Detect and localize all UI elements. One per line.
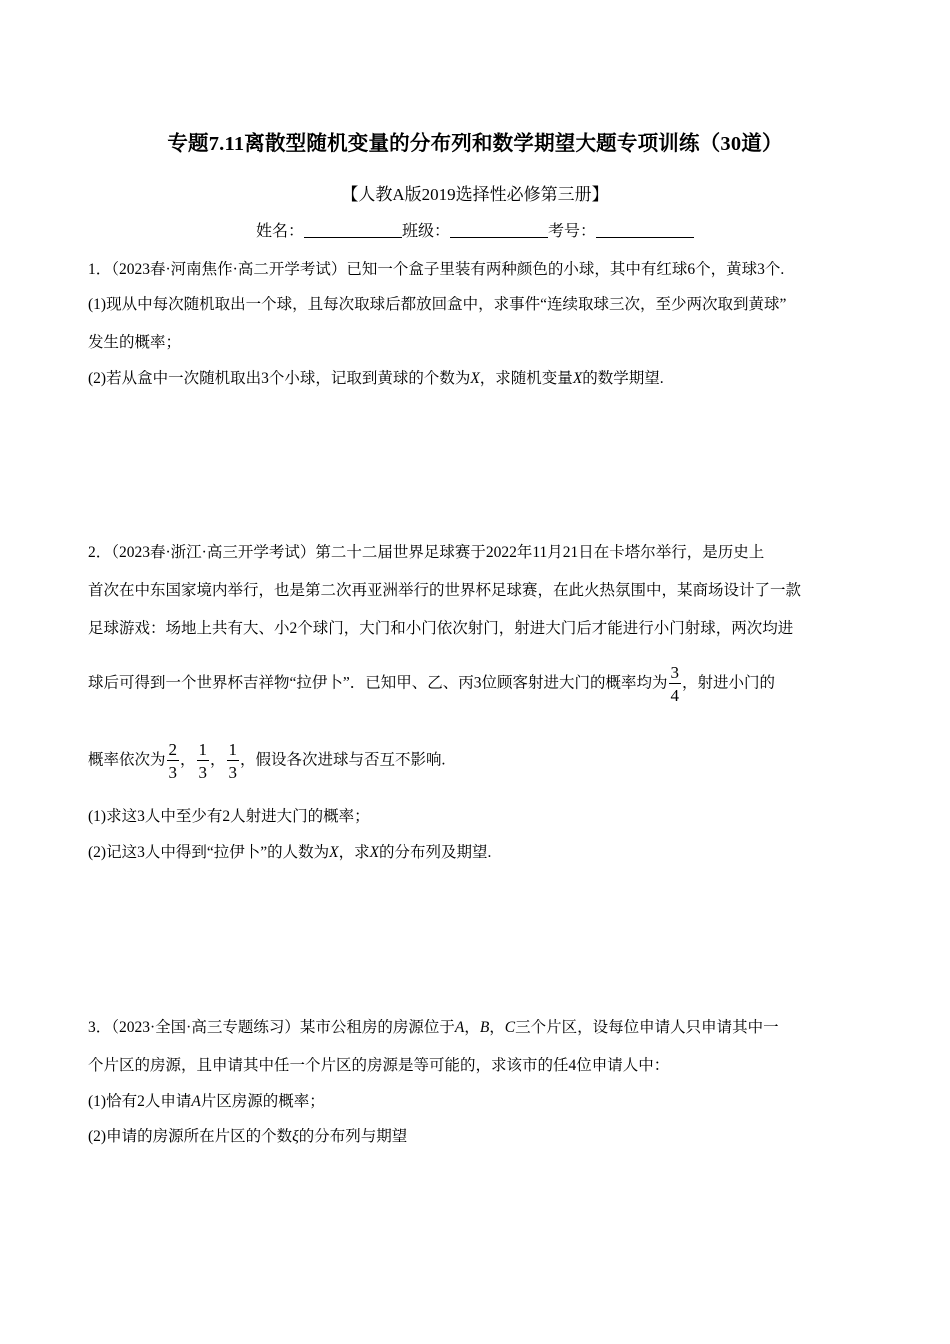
comma: ，: [489, 1019, 505, 1036]
q3-l4b: 的分布列与期望: [298, 1128, 408, 1145]
name-blank: [304, 223, 402, 238]
exam-blank: [596, 223, 694, 238]
var-b: B: [479, 1019, 490, 1036]
q2-line-3: 足球游戏：场地上共有大、小2个球门，大门和小门依次射门，射进大门后才能进行小门射球，两次均进: [88, 620, 794, 637]
var-a: A: [454, 1019, 465, 1036]
q2-l7c: 的分布列及期望.: [379, 844, 492, 861]
student-info-row: [0, 218, 950, 241]
fraction: $\frac{3}{4}$: [670, 663, 680, 705]
q1-line-1: 1．（2023春·河南焦作·高二开学考试）已知一个盒子里装有两种颜色的小球，其中有红球6个，黄球3个.: [88, 261, 785, 278]
var-xi: ξ: [292, 1128, 299, 1145]
q1-line-3: 发生的概率；: [88, 334, 182, 351]
fraction: $\frac{2}{3}$: [168, 740, 178, 782]
q2-l5b: ，假设各次进球与否互不影响.: [240, 751, 446, 769]
q2-l4b: ，射进小门的: [682, 674, 776, 692]
q2-line-1: 2．（2023春·浙江·高三开学考试）第二十二届世界足球赛于2022年11月21日在卡塔尔举行，是历史上: [88, 544, 765, 561]
q3-line-3: [88, 1089, 325, 1111]
document-title: 专题7.11离散型随机变量的分布列和数学期望大题专项训练（30道）: [167, 133, 783, 155]
q1-l4c: 的数学期望.: [582, 370, 664, 387]
fraction: $\frac{1}{3}$: [198, 740, 208, 782]
q3-line-4: [88, 1124, 407, 1146]
q3-l3b: 片区房源的概率；: [200, 1093, 325, 1110]
q2-line-7: [88, 840, 491, 862]
comma: ，: [464, 1019, 480, 1036]
q2-l4a: 球后可得到一个世界杯吉祥物“拉伊卜”．已知甲、乙、丙3位顾客射进大门的概率均为: [88, 674, 668, 692]
var-c: C: [504, 1019, 516, 1036]
q1-line-2: (1)现从中每次随机取出一个球，且每次取球后都放回盒中，求事件“连续取球三次，至少两次取到黄球”: [88, 296, 787, 313]
class-label: 班级：: [401, 223, 450, 240]
var-a: A: [191, 1093, 201, 1110]
comma: ，: [210, 751, 226, 769]
q3-l4a: (2)申请的房源所在片区的个数: [88, 1128, 293, 1145]
q3-l3a: (1)恰有2人申请: [88, 1093, 192, 1110]
q2-line-2: 首次在中东国家境内举行，也是第二次再亚洲举行的世界杯足球赛，在此火热氛围中，某商场设计了一款: [88, 582, 802, 599]
fraction: $\frac{1}{3}$: [228, 740, 238, 782]
var-x: X: [329, 844, 339, 861]
exam-label: 考号：: [548, 223, 597, 240]
q3-line-1: [88, 1015, 779, 1037]
q1-l4a: (2)若从盒中一次随机取出3个小球，记取到黄球的个数为: [88, 370, 471, 387]
name-label: 姓名：: [255, 223, 304, 240]
q2-line-5: [88, 741, 445, 781]
var-x: X: [470, 370, 480, 387]
q3-line-2: 个片区的房源，且申请其中任一个片区的房源是等可能的，求该市的任4位申请人中：: [88, 1057, 670, 1074]
q1-line-4: [88, 366, 664, 388]
comma: ，: [180, 751, 196, 769]
class-blank: [450, 223, 548, 238]
q2-line-6: (1)求这3人中至少有2人射进大门的概率；: [88, 808, 370, 825]
q2-line-4: [88, 664, 775, 704]
q2-l5a: 概率依次为: [88, 751, 166, 769]
q3-l1a: 3．（2023·全国·高三专题练习）某市公租房的房源位于: [88, 1019, 455, 1036]
document-subtitle: 【人教A版2019选择性必修第三册】: [341, 185, 609, 204]
q3-l1b: 三个片区，设每位申请人只申请其中一: [515, 1019, 779, 1036]
q1-l4b: ，求随机变量: [479, 370, 573, 387]
var-x: X: [572, 370, 583, 387]
q2-l7a: (2)记这3人中得到“拉伊卜”的人数为: [88, 844, 330, 861]
var-x: X: [369, 844, 380, 861]
q2-l7b: ，求: [338, 844, 370, 861]
